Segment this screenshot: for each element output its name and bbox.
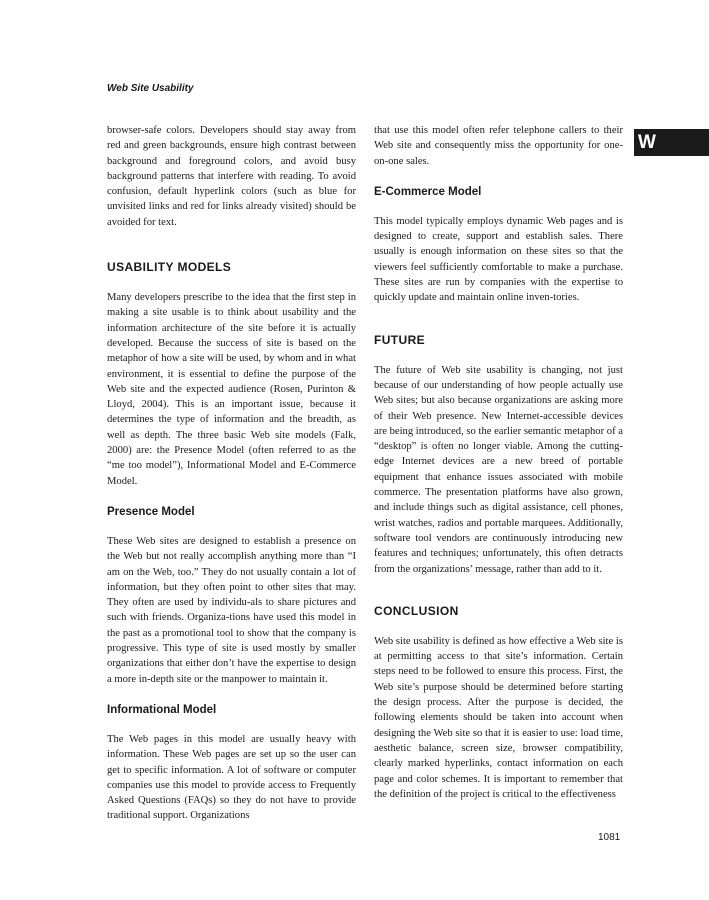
page-number: 1081 — [598, 832, 621, 843]
left-column — [107, 123, 356, 824]
conclusion-paragraph: Web site usability is defined as how effective a Web site is at permitting access to that site’s information. Certain steps need to be followed to ensure this process. First, the Web site’s purpose should be determined before starting the design process. After the purpose is decided, the following elements should be taken into account when designing the Web site so that it is easier to use: load time, aesthetic balance, screen size, browser compatibility, clearly marked hyperlinks, contact information on each page and color schemes. It is important to remember that the definition of the project is critical to the effectiveness — [374, 635, 623, 800]
presence-model-paragraph: These Web sites are designed to establish a presence on the Web but not really accomplish anything more than “I am on the Web, too.” They do not usually contain a lot of information, but they often point to other sites that may. They often are used by individu-als to share pictures and such with friends. Organiza-tions have used this model in the past as a promotional tool to show that the company is progressive. This type of site is used mostly by smaller organizations that either don’t have the expertise to design a more in-depth site or the manpower to maintain it. — [107, 535, 356, 685]
continuation-paragraph: that use this model often refer telephone callers to their Web site and consequently miss the opportunity for one-on-one sales. — [374, 125, 623, 167]
presence-model-heading: Presence Model — [107, 505, 195, 518]
section-thumb-tab: W — [634, 129, 709, 156]
usability-models-paragraph: Many developers prescribe to the idea that the first step in making a site usable is to think about usability and the information architecture of the site before it is actually developed. Because the success of site is based on the metaphor of how a site will be used, by whom and in what environment, it is essential to define the purpose of the Web site and the expected audience (Rosen, Purinton & Lloyd, 2004). This is an important issue, because it determines the type of information and the breadth, as well as depth. The three basic Web site models (Falk, 2000) are: the Presence Model (often referred to as the “me too model”), Informational Model and E-Commerce Model. — [107, 292, 356, 487]
usability-models-heading: USABILITY MODELS — [107, 260, 232, 275]
ecommerce-model-heading: E-Commerce Model — [374, 185, 482, 198]
intro-paragraph: browser-safe colors. Developers should stay away from red and green backgrounds, ensure high contrast between background and foreground colors, and avoid busy background patterns that interfere with reading. To avoid confusion, default hyperlink colors (such as blue for unvisited links and red for links already visited) should be avoided for text. — [107, 125, 356, 228]
informational-model-paragraph: The Web pages in this model are usually heavy with information. These Web pages are set up so the user can get to specific information. A lot of software or computer companies use this model to provide access to Frequently Asked Questions (FAQs) so they do not have to provide traditional support. Organizations — [107, 733, 356, 822]
informational-model-heading: Informational Model — [107, 703, 217, 716]
future-paragraph: The future of Web site usability is changing, not just because of our understanding of how people actually use Web sites; but also because organizations are asking more of their Web presence. New Internet-accessible devices are being introduced, so the earlier semantic metaphor of a “desktop” is often no longer viable. Among the cutting-edge Internet devices are a new breed of portable equipment that enhance issues associated with mobile commerce. The presentation platforms have also grown, and include things such as digital assistance, cell phones, wrist watches, radios and portable marquees. Additionally, software tool vendors are continuously introducing new features and techniques; unfortunately, this often detracts from the organizations’ message, rather than add to it. — [374, 364, 623, 575]
right-column — [374, 123, 623, 802]
ecommerce-model-paragraph: This model typically employs dynamic Web pages and is designed to create, support and establish sales. There usually is enough information on these sites so that the viewers feel sufficiently comfortable to make a purchase. These sites are run by companies with the expertise to quickly update and maintain online inven-tories. — [374, 215, 623, 304]
conclusion-heading: CONCLUSION — [374, 603, 459, 618]
running-head: Web Site Usability — [107, 83, 194, 94]
future-heading: FUTURE — [374, 332, 426, 347]
